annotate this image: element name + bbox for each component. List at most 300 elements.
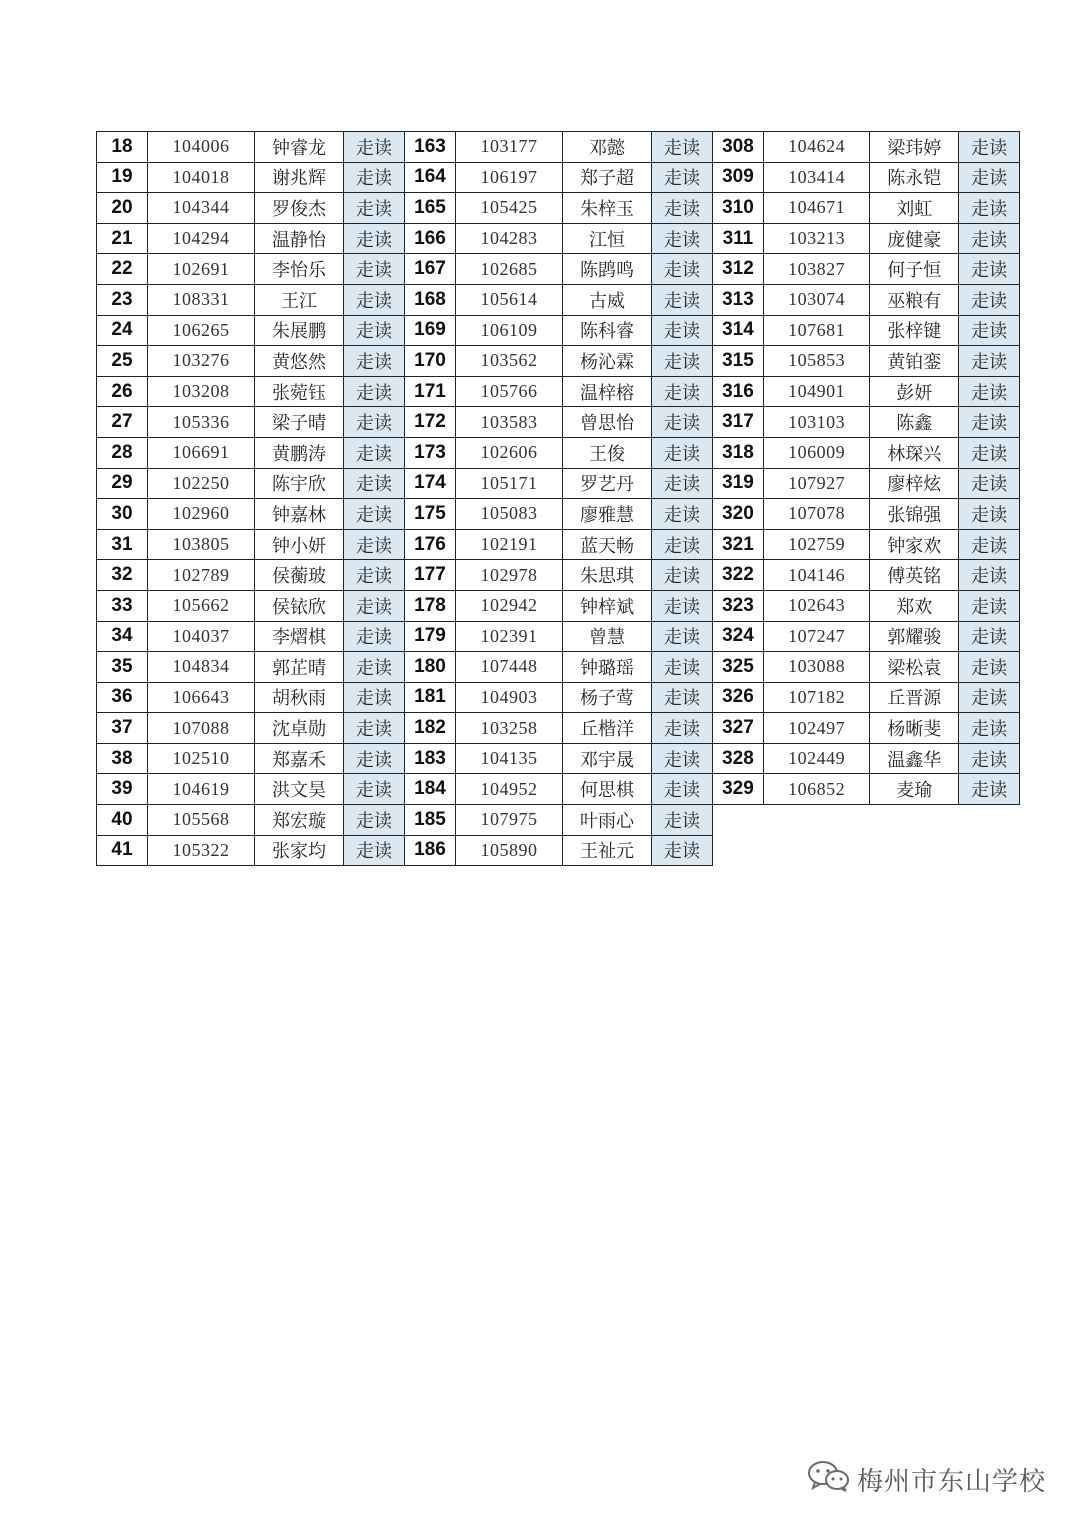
student-name-cell: 陈永铠: [870, 162, 959, 193]
student-name-cell: 叶雨心: [563, 805, 652, 836]
table-row: [97, 743, 405, 774]
boarding-type-cell: 走读: [652, 652, 713, 683]
row-number-cell: 186: [405, 835, 456, 866]
student-id-cell: 106643: [148, 682, 255, 713]
row-number-cell: 326: [713, 682, 764, 713]
boarding-type-cell: 走读: [959, 407, 1020, 438]
student-name-cell: 曾思怡: [563, 407, 652, 438]
table-row: [97, 835, 405, 866]
table-row: [97, 529, 405, 560]
row-number-cell: 35: [97, 652, 148, 683]
table-row: [713, 315, 1020, 346]
student-id-cell: 102978: [456, 560, 563, 591]
table-row: [405, 774, 713, 805]
student-id-cell: 104006: [148, 132, 255, 163]
table-row: [713, 529, 1020, 560]
table-row: [97, 376, 405, 407]
boarding-type-cell: 走读: [652, 437, 713, 468]
boarding-type-cell: 走读: [344, 805, 405, 836]
row-number-cell: 184: [405, 774, 456, 805]
student-name-cell: 郭芷晴: [255, 652, 344, 683]
table-row: [713, 223, 1020, 254]
table-row: [97, 713, 405, 744]
boarding-type-cell: 走读: [959, 162, 1020, 193]
student-id-cell: 103213: [763, 223, 870, 254]
student-name-cell: 江恒: [563, 223, 652, 254]
student-name-cell: 侯铱欣: [255, 590, 344, 621]
boarding-type-cell: 走读: [959, 713, 1020, 744]
boarding-type-cell: 走读: [344, 223, 405, 254]
table-row: [713, 682, 1020, 713]
boarding-type-cell: 走读: [344, 835, 405, 866]
student-id-cell: 102391: [456, 621, 563, 652]
boarding-type-cell: 走读: [344, 284, 405, 315]
table-row: [405, 223, 713, 254]
row-number-cell: 170: [405, 346, 456, 377]
row-number-cell: 313: [713, 284, 764, 315]
table-row: [713, 193, 1020, 224]
boarding-type-cell: 走读: [959, 621, 1020, 652]
student-name-cell: 钟家欢: [870, 529, 959, 560]
row-number-cell: 38: [97, 743, 148, 774]
boarding-type-cell: 走读: [344, 499, 405, 530]
boarding-type-cell: 走读: [959, 682, 1020, 713]
student-id-cell: 102960: [148, 499, 255, 530]
boarding-type-cell: 走读: [344, 193, 405, 224]
student-name-cell: 钟璐瑶: [563, 652, 652, 683]
table-row: [405, 590, 713, 621]
boarding-type-cell: 走读: [344, 621, 405, 652]
row-number-cell: 32: [97, 560, 148, 591]
table-row: [405, 468, 713, 499]
student-id-cell: 104294: [148, 223, 255, 254]
table-row: [713, 284, 1020, 315]
row-number-cell: 29: [97, 468, 148, 499]
boarding-type-cell: 走读: [959, 437, 1020, 468]
row-number-cell: 327: [713, 713, 764, 744]
boarding-type-cell: 走读: [959, 376, 1020, 407]
row-number-cell: 23: [97, 284, 148, 315]
student-name-cell: 胡秋雨: [255, 682, 344, 713]
row-number-cell: 176: [405, 529, 456, 560]
student-id-cell: 102942: [456, 590, 563, 621]
student-name-cell: 温梓榕: [563, 376, 652, 407]
student-id-cell: 103088: [763, 652, 870, 683]
row-number-cell: 25: [97, 346, 148, 377]
student-id-cell: 105853: [763, 346, 870, 377]
table-row: [713, 254, 1020, 285]
row-number-cell: 183: [405, 743, 456, 774]
boarding-type-cell: 走读: [959, 590, 1020, 621]
student-id-cell: 102643: [763, 590, 870, 621]
boarding-type-cell: 走读: [652, 193, 713, 224]
boarding-type-cell: 走读: [959, 132, 1020, 163]
student-id-cell: 105568: [148, 805, 255, 836]
table-block-2: [404, 131, 713, 866]
table-row: [97, 468, 405, 499]
boarding-type-cell: 走读: [344, 682, 405, 713]
row-number-cell: 24: [97, 315, 148, 346]
row-number-cell: 181: [405, 682, 456, 713]
boarding-type-cell: 走读: [652, 682, 713, 713]
boarding-type-cell: 走读: [344, 376, 405, 407]
student-id-cell: 102510: [148, 743, 255, 774]
table-row: [405, 529, 713, 560]
boarding-type-cell: 走读: [344, 315, 405, 346]
student-name-cell: 廖雅慧: [563, 499, 652, 530]
student-name-cell: 王俊: [563, 437, 652, 468]
row-number-cell: 322: [713, 560, 764, 591]
table-row: [97, 346, 405, 377]
student-id-cell: 104624: [763, 132, 870, 163]
student-name-cell: 罗艺丹: [563, 468, 652, 499]
account-watermark: [807, 1459, 1046, 1500]
boarding-type-cell: 走读: [652, 284, 713, 315]
table-block-1: [96, 131, 405, 866]
table-row: [713, 743, 1020, 774]
boarding-type-cell: 走读: [652, 743, 713, 774]
boarding-type-cell: 走读: [652, 315, 713, 346]
student-id-cell: 105171: [456, 468, 563, 499]
table-row: [97, 132, 405, 163]
boarding-type-cell: 走读: [652, 621, 713, 652]
student-name-cell: 黄铂銮: [870, 346, 959, 377]
table-row: [713, 499, 1020, 530]
student-id-cell: 102497: [763, 713, 870, 744]
boarding-type-cell: 走读: [959, 560, 1020, 591]
table-row: [713, 407, 1020, 438]
student-id-cell: 104834: [148, 652, 255, 683]
table-row: [713, 376, 1020, 407]
student-id-cell: 104619: [148, 774, 255, 805]
student-name-cell: 郑子超: [563, 162, 652, 193]
table-row: [97, 805, 405, 836]
student-id-cell: 102449: [763, 743, 870, 774]
boarding-type-cell: 走读: [652, 346, 713, 377]
student-id-cell: 103276: [148, 346, 255, 377]
student-id-cell: 104901: [763, 376, 870, 407]
student-id-cell: 107182: [763, 682, 870, 713]
row-number-cell: 21: [97, 223, 148, 254]
student-name-cell: 邓懿: [563, 132, 652, 163]
row-number-cell: 172: [405, 407, 456, 438]
table-row: [405, 437, 713, 468]
student-name-cell: 陈鹍鸣: [563, 254, 652, 285]
student-name-cell: 温静怡: [255, 223, 344, 254]
row-number-cell: 26: [97, 376, 148, 407]
student-id-cell: 107088: [148, 713, 255, 744]
student-name-cell: 朱梓玉: [563, 193, 652, 224]
student-name-cell: 陈科睿: [563, 315, 652, 346]
student-id-cell: 103103: [763, 407, 870, 438]
row-number-cell: 180: [405, 652, 456, 683]
student-id-cell: 104903: [456, 682, 563, 713]
row-number-cell: 168: [405, 284, 456, 315]
boarding-type-cell: 走读: [959, 529, 1020, 560]
row-number-cell: 316: [713, 376, 764, 407]
row-number-cell: 37: [97, 713, 148, 744]
student-id-cell: 103414: [763, 162, 870, 193]
table-row: [97, 621, 405, 652]
student-name-cell: 张菀钰: [255, 376, 344, 407]
row-number-cell: 31: [97, 529, 148, 560]
table-row: [97, 284, 405, 315]
student-id-cell: 102759: [763, 529, 870, 560]
row-number-cell: 40: [97, 805, 148, 836]
table-row: [97, 774, 405, 805]
student-name-cell: 钟梓斌: [563, 590, 652, 621]
student-name-cell: 朱展鹏: [255, 315, 344, 346]
table-row: [405, 407, 713, 438]
row-number-cell: 328: [713, 743, 764, 774]
boarding-type-cell: 走读: [652, 835, 713, 866]
table-row: [405, 743, 713, 774]
boarding-type-cell: 走读: [959, 468, 1020, 499]
student-name-cell: 杨晰斐: [870, 713, 959, 744]
student-id-cell: 105766: [456, 376, 563, 407]
row-number-cell: 22: [97, 254, 148, 285]
table-block-3: [712, 131, 1020, 805]
student-name-cell: 林琛兴: [870, 437, 959, 468]
student-id-cell: 105425: [456, 193, 563, 224]
boarding-type-cell: 走读: [959, 284, 1020, 315]
row-number-cell: 311: [713, 223, 764, 254]
student-id-cell: 105890: [456, 835, 563, 866]
boarding-type-cell: 走读: [652, 713, 713, 744]
student-name-cell: 丘楷洋: [563, 713, 652, 744]
row-number-cell: 315: [713, 346, 764, 377]
student-name-cell: 邓宇晟: [563, 743, 652, 774]
student-name-cell: 廖梓炫: [870, 468, 959, 499]
student-id-cell: 108331: [148, 284, 255, 315]
boarding-type-cell: 走读: [652, 529, 713, 560]
boarding-type-cell: 走读: [344, 437, 405, 468]
row-number-cell: 323: [713, 590, 764, 621]
student-id-cell: 107247: [763, 621, 870, 652]
boarding-type-cell: 走读: [344, 774, 405, 805]
watermark-text: 梅州市东山学校: [856, 1467, 1046, 1497]
boarding-type-cell: 走读: [959, 774, 1020, 805]
student-name-cell: 麦瑜: [870, 774, 959, 805]
table-row: [97, 223, 405, 254]
boarding-type-cell: 走读: [652, 805, 713, 836]
student-name-cell: 洪文昊: [255, 774, 344, 805]
student-name-cell: 彭妍: [870, 376, 959, 407]
boarding-type-cell: 走读: [344, 652, 405, 683]
boarding-type-cell: 走读: [959, 223, 1020, 254]
table-row: [405, 835, 713, 866]
boarding-type-cell: 走读: [959, 743, 1020, 774]
boarding-type-cell: 走读: [344, 529, 405, 560]
student-name-cell: 王江: [255, 284, 344, 315]
student-name-cell: 郑欢: [870, 590, 959, 621]
boarding-type-cell: 走读: [652, 590, 713, 621]
student-id-cell: 104146: [763, 560, 870, 591]
boarding-type-cell: 走读: [652, 132, 713, 163]
student-id-cell: 106109: [456, 315, 563, 346]
table-row: [405, 499, 713, 530]
row-number-cell: 178: [405, 590, 456, 621]
row-number-cell: 36: [97, 682, 148, 713]
student-id-cell: 102685: [456, 254, 563, 285]
row-number-cell: 166: [405, 223, 456, 254]
table-row: [405, 376, 713, 407]
table-row: [97, 315, 405, 346]
student-name-cell: 张锦强: [870, 499, 959, 530]
boarding-type-cell: 走读: [652, 407, 713, 438]
table-row: [713, 560, 1020, 591]
boarding-type-cell: 走读: [344, 346, 405, 377]
row-number-cell: 173: [405, 437, 456, 468]
boarding-type-cell: 走读: [652, 774, 713, 805]
boarding-type-cell: 走读: [652, 376, 713, 407]
student-id-cell: 105322: [148, 835, 255, 866]
student-name-cell: 李怡乐: [255, 254, 344, 285]
boarding-type-cell: 走读: [959, 315, 1020, 346]
student-id-cell: 102191: [456, 529, 563, 560]
table-row: [713, 652, 1020, 683]
student-id-cell: 104344: [148, 193, 255, 224]
boarding-type-cell: 走读: [652, 254, 713, 285]
table-row: [405, 682, 713, 713]
student-name-cell: 黄悠然: [255, 346, 344, 377]
student-id-cell: 104283: [456, 223, 563, 254]
student-id-cell: 103562: [456, 346, 563, 377]
boarding-type-cell: 走读: [959, 193, 1020, 224]
student-id-cell: 107681: [763, 315, 870, 346]
student-name-cell: 古威: [563, 284, 652, 315]
row-number-cell: 174: [405, 468, 456, 499]
boarding-type-cell: 走读: [344, 560, 405, 591]
student-id-cell: 107078: [763, 499, 870, 530]
student-name-cell: 何思棋: [563, 774, 652, 805]
row-number-cell: 320: [713, 499, 764, 530]
student-name-cell: 蓝天畅: [563, 529, 652, 560]
boarding-type-cell: 走读: [652, 162, 713, 193]
boarding-type-cell: 走读: [344, 468, 405, 499]
row-number-cell: 324: [713, 621, 764, 652]
student-name-cell: 巫粮有: [870, 284, 959, 315]
student-name-cell: 刘虹: [870, 193, 959, 224]
student-name-cell: 杨沁霖: [563, 346, 652, 377]
student-name-cell: 李熠棋: [255, 621, 344, 652]
table-row: [713, 346, 1020, 377]
student-id-cell: 103805: [148, 529, 255, 560]
row-number-cell: 34: [97, 621, 148, 652]
row-number-cell: 27: [97, 407, 148, 438]
row-number-cell: 317: [713, 407, 764, 438]
table-row: [713, 468, 1020, 499]
student-id-cell: 102691: [148, 254, 255, 285]
row-number-cell: 30: [97, 499, 148, 530]
student-name-cell: 陈鑫: [870, 407, 959, 438]
student-id-cell: 106852: [763, 774, 870, 805]
student-id-cell: 106265: [148, 315, 255, 346]
student-name-cell: 梁子晴: [255, 407, 344, 438]
student-id-cell: 106009: [763, 437, 870, 468]
boarding-type-cell: 走读: [344, 713, 405, 744]
student-id-cell: 104671: [763, 193, 870, 224]
table-row: [713, 162, 1020, 193]
row-number-cell: 169: [405, 315, 456, 346]
student-id-cell: 103177: [456, 132, 563, 163]
boarding-type-cell: 走读: [959, 652, 1020, 683]
table-row: [405, 193, 713, 224]
row-number-cell: 33: [97, 590, 148, 621]
table-row: [405, 315, 713, 346]
table-row: [97, 590, 405, 621]
student-name-cell: 郭耀骏: [870, 621, 959, 652]
boarding-type-cell: 走读: [959, 346, 1020, 377]
row-number-cell: 182: [405, 713, 456, 744]
table-row: [405, 560, 713, 591]
boarding-type-cell: 走读: [344, 132, 405, 163]
student-name-cell: 谢兆辉: [255, 162, 344, 193]
student-name-cell: 钟小妍: [255, 529, 344, 560]
student-id-cell: 106691: [148, 437, 255, 468]
student-id-cell: 103583: [456, 407, 563, 438]
student-name-cell: 罗俊杰: [255, 193, 344, 224]
table-row: [97, 254, 405, 285]
table-row: [713, 621, 1020, 652]
row-number-cell: 312: [713, 254, 764, 285]
table-row: [713, 437, 1020, 468]
table-row: [713, 774, 1020, 805]
student-id-cell: 105614: [456, 284, 563, 315]
table-row: [97, 437, 405, 468]
row-number-cell: 325: [713, 652, 764, 683]
student-name-cell: 梁松袁: [870, 652, 959, 683]
student-id-cell: 104135: [456, 743, 563, 774]
student-name-cell: 朱思琪: [563, 560, 652, 591]
student-id-cell: 105083: [456, 499, 563, 530]
student-id-cell: 104952: [456, 774, 563, 805]
student-name-cell: 郑嘉禾: [255, 743, 344, 774]
boarding-type-cell: 走读: [959, 499, 1020, 530]
boarding-type-cell: 走读: [344, 162, 405, 193]
row-number-cell: 28: [97, 437, 148, 468]
student-id-cell: 105662: [148, 590, 255, 621]
row-number-cell: 177: [405, 560, 456, 591]
row-number-cell: 18: [97, 132, 148, 163]
student-id-cell: 102789: [148, 560, 255, 591]
student-name-cell: 庞健豪: [870, 223, 959, 254]
row-number-cell: 164: [405, 162, 456, 193]
row-number-cell: 167: [405, 254, 456, 285]
table-row: [97, 499, 405, 530]
row-number-cell: 171: [405, 376, 456, 407]
student-name-cell: 张家均: [255, 835, 344, 866]
student-id-cell: 107975: [456, 805, 563, 836]
row-number-cell: 41: [97, 835, 148, 866]
student-name-cell: 张梓键: [870, 315, 959, 346]
boarding-type-cell: 走读: [344, 743, 405, 774]
student-id-cell: 106197: [456, 162, 563, 193]
table-row: [713, 132, 1020, 163]
student-id-cell: 105336: [148, 407, 255, 438]
student-name-cell: 侯蘅玻: [255, 560, 344, 591]
student-id-cell: 103827: [763, 254, 870, 285]
student-name-cell: 丘晋源: [870, 682, 959, 713]
student-name-cell: 温鑫华: [870, 743, 959, 774]
table-row: [405, 284, 713, 315]
table-row: [405, 652, 713, 683]
boarding-type-cell: 走读: [959, 254, 1020, 285]
student-name-cell: 何子恒: [870, 254, 959, 285]
student-name-cell: 傅英铭: [870, 560, 959, 591]
boarding-type-cell: 走读: [652, 468, 713, 499]
table-row: [405, 346, 713, 377]
